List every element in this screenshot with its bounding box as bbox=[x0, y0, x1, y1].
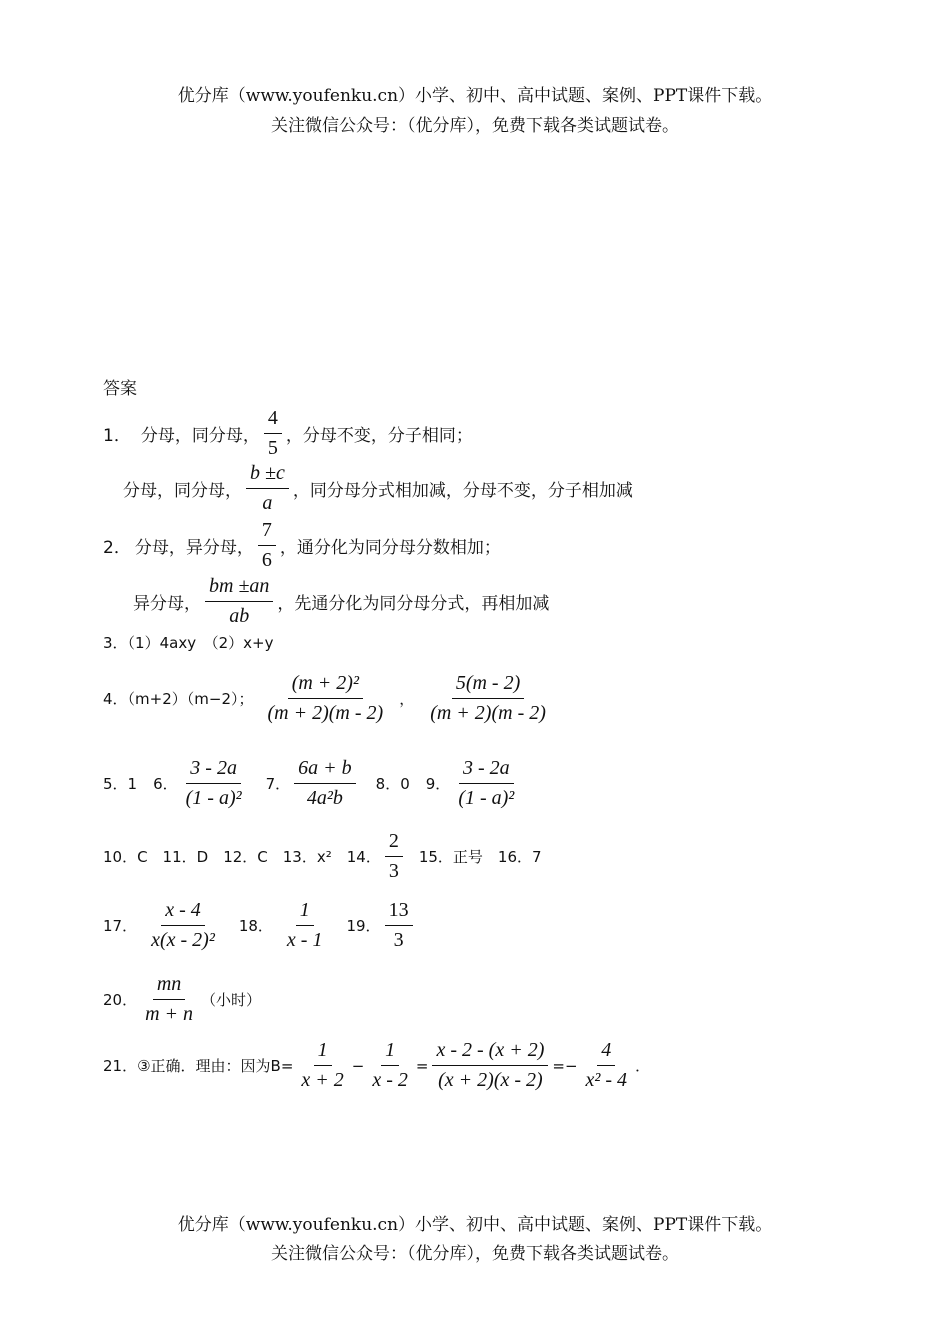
answer-4 bbox=[103, 671, 554, 726]
answer-20 bbox=[103, 972, 261, 1027]
answer-9-fraction bbox=[454, 756, 518, 811]
answer-19-fraction bbox=[385, 898, 413, 953]
footer-line-2: 关注微信公众号：（优分库），免费下载各类试题试卷。 bbox=[271, 1244, 679, 1264]
answer-21-fraction-4-denominator: x² - 4 bbox=[585, 1069, 628, 1091]
answer-6-fraction bbox=[182, 756, 246, 811]
answer-21-fraction-4 bbox=[582, 1038, 632, 1093]
answer-1-fraction-1 bbox=[264, 406, 282, 461]
answer-21-end: ． bbox=[635, 1057, 651, 1075]
answer-2-fraction-2-numerator: bm ±an bbox=[205, 574, 273, 602]
answer-1-number: 1． bbox=[103, 426, 131, 446]
answer-18-fraction-denominator: x - 1 bbox=[286, 929, 323, 951]
answer-21-fraction-4-numerator: 4 bbox=[597, 1038, 615, 1066]
answer-21-equals: = bbox=[415, 1056, 429, 1075]
answer-7-fraction bbox=[294, 756, 356, 811]
answer-2-text-d: ，先通分化为同分母分式，再相加减 bbox=[277, 594, 550, 614]
answer-21-minus: − bbox=[351, 1056, 365, 1075]
answer-20-unit: （小时） bbox=[201, 991, 262, 1009]
answer-3: 3．（1）4axy （2）x+y bbox=[103, 634, 274, 652]
answer-4-fraction-1-denominator: (m + 2)(m - 2) bbox=[267, 702, 384, 724]
answer-4-fraction-2-denominator: (m + 2)(m - 2) bbox=[430, 702, 546, 724]
answer-1-fraction-1-numerator: 4 bbox=[264, 406, 282, 434]
answer-1-fraction-2 bbox=[246, 461, 289, 516]
answer-1-line-2 bbox=[123, 461, 633, 516]
answers-title: 答案 bbox=[103, 379, 137, 399]
answers-10-to-16 bbox=[103, 829, 542, 884]
answer-1-text-b: ，分母不变，分子相同； bbox=[285, 426, 473, 446]
answer-7-fraction-numerator: 6a + b bbox=[294, 756, 356, 784]
answer-8: 8．0 bbox=[375, 775, 410, 793]
answer-20-number: 20． bbox=[103, 991, 138, 1009]
answer-21-equals-negative: =− bbox=[552, 1056, 578, 1075]
answer-20-fraction bbox=[141, 972, 197, 1027]
answer-21-text: 21．③正确．理由：因为B= bbox=[103, 1057, 294, 1075]
answer-21-fraction-1 bbox=[297, 1038, 347, 1093]
answer-7-number: 7． bbox=[265, 775, 291, 793]
answer-5: 5．1 bbox=[103, 775, 138, 793]
answer-2-fraction-2 bbox=[205, 574, 273, 629]
answer-2-text-c: 异分母， bbox=[133, 594, 201, 614]
answer-21-fraction-3 bbox=[432, 1038, 548, 1093]
answer-4-separator: ， bbox=[399, 690, 415, 708]
answer-17-fraction bbox=[147, 898, 219, 953]
header-line-1: 优分库（www.youfenku.cn）小学、初中、高中试题、案例、PPT课件下载。 bbox=[177, 86, 773, 106]
answers-10-to-14-text: 10．C 11．D 12．C 13．x² 14． bbox=[103, 848, 381, 866]
answer-6-number: 6． bbox=[153, 775, 178, 793]
answer-9-fraction-denominator: (1 - a)² bbox=[458, 787, 515, 809]
footer-line-1: 优分库（www.youfenku.cn）小学、初中、高中试题、案例、PPT课件下载。 bbox=[177, 1215, 773, 1235]
answer-19-fraction-numerator: 13 bbox=[385, 898, 413, 926]
answer-1-text-c: 分母，同分母， bbox=[123, 481, 242, 501]
answer-17-fraction-numerator: x - 4 bbox=[161, 898, 205, 926]
answer-2-line-2 bbox=[133, 574, 549, 629]
answer-6-fraction-denominator: (1 - a)² bbox=[185, 787, 242, 809]
answer-18-fraction-numerator: 1 bbox=[296, 898, 314, 926]
answer-1-text-a: 分母，同分母， bbox=[140, 426, 260, 446]
answer-4-fraction-1 bbox=[264, 671, 388, 726]
answer-2-fraction-1 bbox=[258, 518, 276, 573]
answer-2-number: 2． bbox=[103, 538, 131, 558]
answer-21-fraction-1-numerator: 1 bbox=[314, 1038, 332, 1066]
answers-17-to-19 bbox=[103, 898, 417, 953]
answer-20-fraction-numerator: mn bbox=[153, 972, 185, 1000]
answer-1-fraction-2-numerator: b ±c bbox=[246, 461, 289, 489]
answer-7-fraction-denominator: 4a²b bbox=[306, 787, 343, 809]
answer-2-line-1 bbox=[103, 518, 501, 573]
answer-4-fraction-1-numerator: (m + 2)² bbox=[288, 671, 363, 699]
answer-14-fraction-numerator: 2 bbox=[385, 829, 403, 857]
answer-2-fraction-1-denominator: 6 bbox=[261, 549, 272, 571]
answer-2-fraction-2-denominator: ab bbox=[229, 605, 250, 627]
answer-19-number: 19． bbox=[346, 917, 381, 935]
answer-2-text-a: 分母，异分母， bbox=[134, 538, 254, 558]
answer-21-fraction-2 bbox=[368, 1038, 412, 1093]
answers-5-to-9 bbox=[103, 756, 522, 811]
answer-6-fraction-numerator: 3 - 2a bbox=[186, 756, 241, 784]
header-line-2: 关注微信公众号：（优分库），免费下载各类试题试卷。 bbox=[271, 116, 679, 136]
answer-17-fraction-denominator: x(x - 2)² bbox=[151, 929, 215, 951]
answer-14-fraction-denominator: 3 bbox=[388, 860, 399, 882]
answer-1-line-1 bbox=[103, 406, 473, 461]
answer-2-text-b: ，通分化为同分母分数相加； bbox=[279, 538, 501, 558]
answer-1-text-d: ，同分母分式相加减，分母不变，分子相加减 bbox=[292, 481, 633, 501]
answer-20-fraction-denominator: m + n bbox=[145, 1003, 194, 1025]
answer-4-fraction-2-numerator: 5(m - 2) bbox=[452, 671, 524, 699]
answer-21-fraction-3-numerator: x - 2 - (x + 2) bbox=[432, 1038, 548, 1066]
answer-21-fraction-1-denominator: x + 2 bbox=[301, 1069, 344, 1091]
answer-19-fraction-denominator: 3 bbox=[393, 929, 404, 951]
answer-21-fraction-3-denominator: (x + 2)(x - 2) bbox=[438, 1069, 543, 1091]
answer-21-fraction-2-denominator: x - 2 bbox=[372, 1069, 408, 1091]
answer-17-number: 17． bbox=[103, 917, 138, 935]
answer-4-fraction-2 bbox=[426, 671, 550, 726]
answers-15-to-16-text: 15．正号 16．7 bbox=[418, 848, 542, 866]
answer-21 bbox=[103, 1038, 650, 1093]
answer-4-text: 4．（m+2）（m−2）； bbox=[103, 690, 254, 708]
answer-1-fraction-2-denominator: a bbox=[262, 492, 273, 514]
answer-18-fraction bbox=[283, 898, 327, 953]
answer-9-fraction-numerator: 3 - 2a bbox=[459, 756, 514, 784]
answer-2-fraction-1-numerator: 7 bbox=[258, 518, 276, 546]
answer-21-fraction-2-numerator: 1 bbox=[381, 1038, 399, 1066]
answer-18-number: 18． bbox=[238, 917, 273, 935]
answer-14-fraction bbox=[385, 829, 403, 884]
answer-9-number: 9． bbox=[425, 775, 451, 793]
answer-1-fraction-1-denominator: 5 bbox=[267, 437, 278, 459]
